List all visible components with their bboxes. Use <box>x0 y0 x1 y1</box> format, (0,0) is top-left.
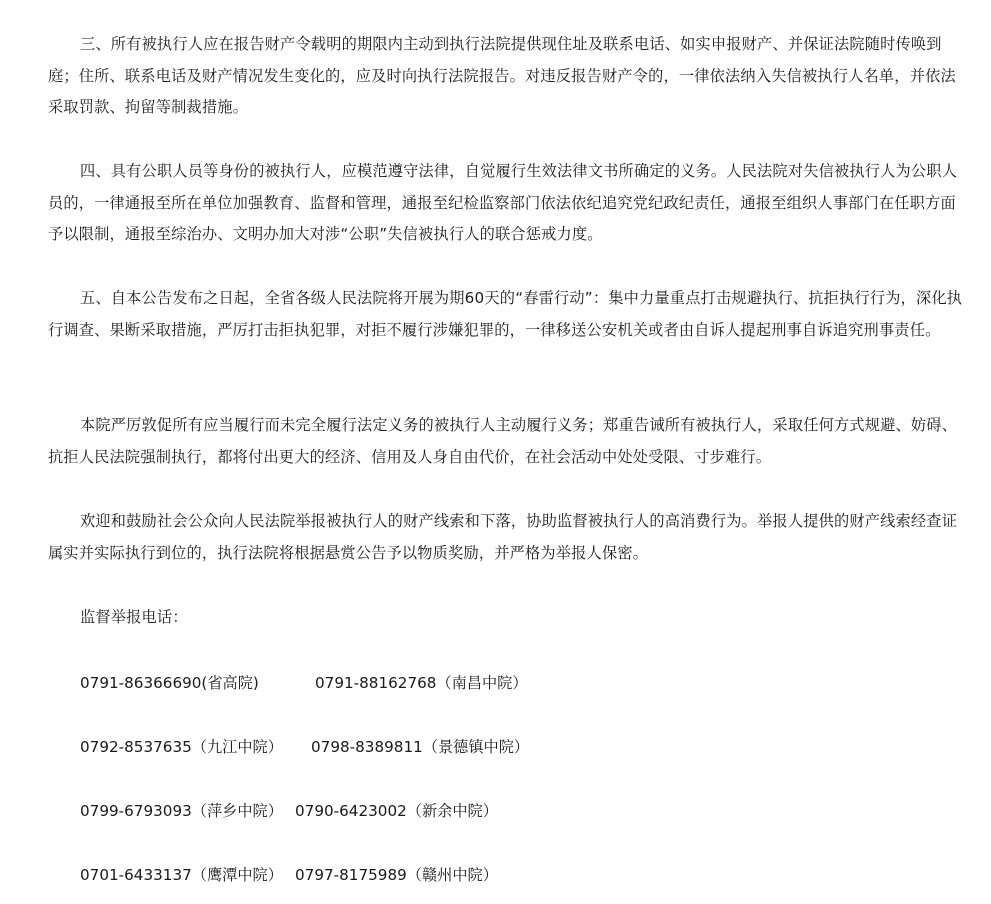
phone-entry: 0791-88162768（南昌中院） <box>315 674 528 692</box>
paragraph-welcome-report: 欢迎和鼓励社会公众向人民法院举报被执行人的财产线索和下落，协助监督被执行人的高消费行为。举报人提供的财产线索经查证属实并实际执行到位的，执行法院将根据悬赏公告予以物质奖励，并严格为举报人保密。 <box>48 512 958 562</box>
phone-entry: 0790-6423002（新余中院） <box>295 802 498 820</box>
phone-entry: 0791-86366690(省高院) <box>80 674 259 692</box>
phone-entry: 0701-6433137（鹰潭中院） <box>80 866 283 884</box>
phone-entry: 0797-8175989（赣州中院） <box>295 866 498 884</box>
paragraph-four: 四、具有公职人员等身份的被执行人，应模范遵守法律，自觉履行生效法律文书所确定的义务。人民法院对失信被执行人为公职人员的，一律通报至所在单位加强教育、监督和管理，通报至纪检监察部门依法依纪追究党纪政纪责任，通报至组织人事部门在任职方面予以限制，通报至综治办、文明办加大对涉“公职”失信被执行人的联合惩戒力度。 <box>48 162 958 243</box>
paragraph-three: 三、所有被执行人应在报告财产令载明的期限内主动到执行法院提供现住址及联系电话、如实申报财产、并保证法院随时传唤到庭；住所、联系电话及财产情况发生变化的，应及时向执行法院报告。对违反报告财产令的，一律依法纳入失信被执行人名单，并依法采取罚款、拘留等制裁措施。 <box>48 35 956 116</box>
phone-entry: 0792-8537635（九江中院） <box>80 738 283 756</box>
hotline-heading: 监督举报电话： <box>80 608 188 626</box>
paragraph-urge: 本院严厉敦促所有应当履行而未完全履行法定义务的被执行人主动履行义务；郑重告诫所有被执行人，采取任何方式规避、妨碍、抗拒人民法院强制执行，都将付出更大的经济、信用及人身自由代价，在社会活动中处处受限、寸步难行。 <box>48 416 958 466</box>
phone-entry: 0798-8389811（景德镇中院） <box>311 738 530 756</box>
paragraph-five: 五、自本公告发布之日起，全省各级人民法院将开展为期60天的“春雷行动”：集中力量重点打击规避执行、抗拒执行行为，深化执行调查、果断采取措施，严厉打击拒执犯罪，对拒不履行涉嫌犯罪的，一律移送公安机关或者由自诉人提起刑事自诉追究刑事责任。 <box>48 289 963 339</box>
phone-entry: 0799-6793093（萍乡中院） <box>80 802 283 820</box>
